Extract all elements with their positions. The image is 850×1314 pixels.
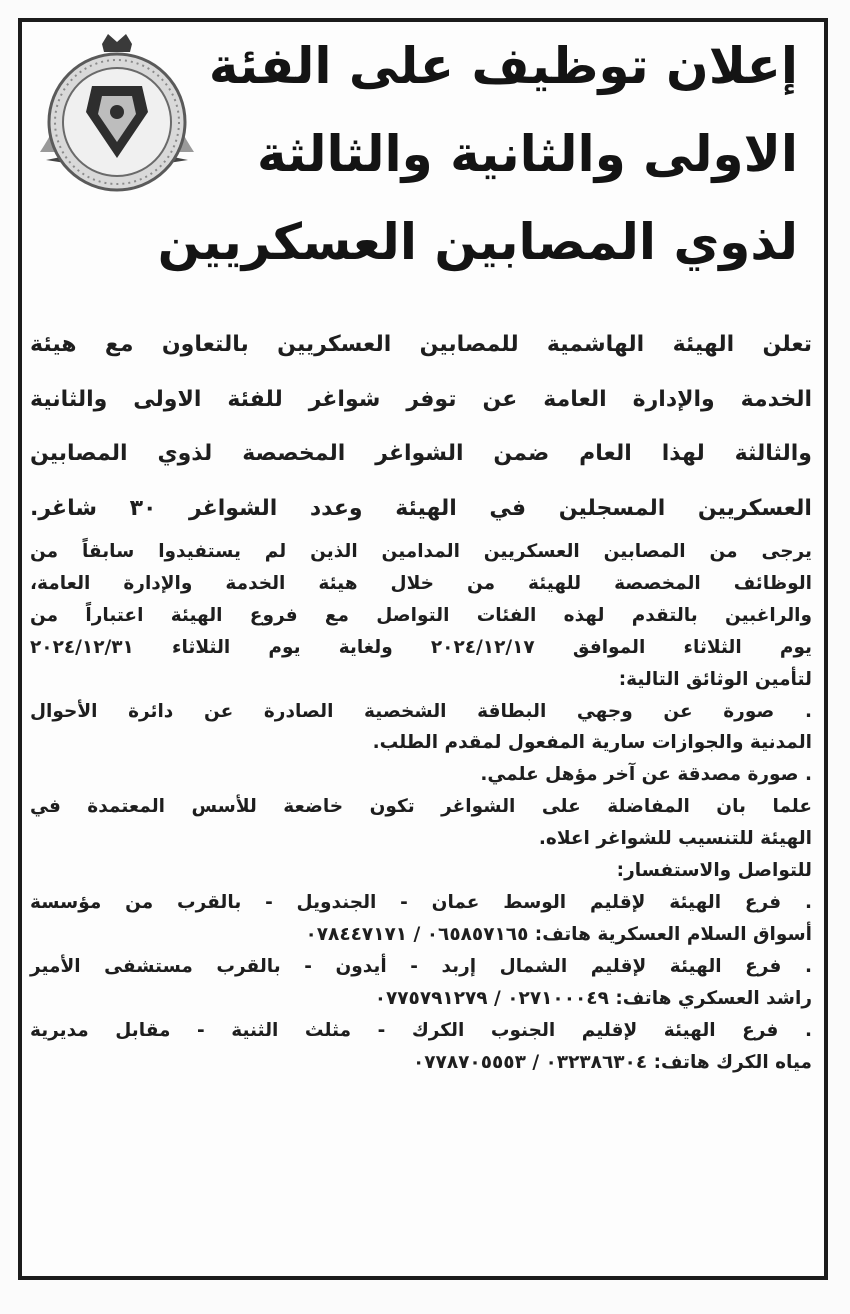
emblem-logo bbox=[32, 34, 202, 202]
detail-line: لتأمين الوثائق التالية: bbox=[618, 668, 812, 690]
detail-line: يوم الثلاثاء الموافق ٢٠٢٤/١٢/١٧ ولغاية يوم الثلاثاء ٢٠٢٤/١٢/٣١ bbox=[30, 636, 812, 658]
branch-phone: راشد العسكري هاتف: ٠٢٧١٠٠٠٤٩ / ٠٧٧٥٧٩١٢٧٩ bbox=[374, 987, 812, 1009]
intro-line: تعلن الهيئة الهاشمية للمصابين العسكريين بالتعاون مع هيئة bbox=[30, 332, 812, 357]
title-line: لذوي المصابين العسكريين bbox=[157, 213, 798, 271]
requirement-item: . صورة عن وجهي البطاقة الشخصية الصادرة عن دائرة الأحوال bbox=[30, 700, 812, 722]
detail-line: يرجى من المصابين العسكريين المدامين الذين لم يستفيدوا سابقاً من bbox=[30, 541, 812, 562]
details-section bbox=[30, 536, 812, 1078]
branch-phone: مياه الكرك هاتف: ٠٣٢٣٨٦٣٠٤ / ٠٧٧٨٧٠٥٥٥٣ bbox=[412, 1051, 812, 1073]
intro-line: والثالثة لهذا العام ضمن الشواغر المخصصة لذوي المصابين bbox=[30, 441, 812, 466]
title-line: الاولى والثانية والثالثة bbox=[257, 125, 798, 183]
intro-line: الخدمة والإدارة العامة عن توفر شواغر للفئة الاولى والثانية bbox=[30, 386, 812, 412]
detail-line: الوظائف المخصصة للهيئة من خلال هيئة الخدمة والإدارة العامة، bbox=[30, 572, 812, 594]
detail-line: والراغبين بالتقدم لهذه الفئات التواصل مع فروع الهيئة اعتباراً من bbox=[30, 604, 812, 626]
branch-item: . فرع الهيئة لإقليم الشمال إربد - أيدون - بالقرب مستشفى الأمير bbox=[30, 955, 812, 977]
branch-phone: أسواق السلام العسكرية هاتف: ٠٦٥٨٥٧١٦٥ / ٠٧٨٤٤٧١٧١ bbox=[305, 923, 812, 945]
emblem-icon bbox=[32, 34, 202, 202]
detail-line: الهيئة للتنسيب للشواغر اعلاه. bbox=[538, 828, 812, 850]
announcement-body bbox=[30, 318, 812, 1078]
title-line: إعلان توظيف على الفئة bbox=[208, 37, 798, 95]
crown bbox=[102, 34, 132, 52]
shield-star bbox=[110, 105, 124, 119]
requirement-item: . صورة مصدقة عن آخر مؤهل علمي. bbox=[480, 764, 812, 786]
announcement-title bbox=[157, 22, 798, 286]
branch-item: . فرع الهيئة لإقليم الجنوب الكرك - مثلث الثنية - مقابل مديرية bbox=[30, 1019, 812, 1041]
branch-item: . فرع الهيئة لإقليم الوسط عمان - الجندويل - بالقرب من مؤسسة bbox=[30, 891, 812, 913]
detail-line: علما بان المفاضلة على الشواغر تكون خاضعة للأسس المعتمدة في bbox=[30, 796, 812, 818]
contact-heading: للتواصل والاستفسار: bbox=[616, 860, 812, 882]
intro-line: العسكريين المسجلين في الهيئة وعدد الشواغر ٣٠ شاغر. bbox=[30, 495, 812, 521]
intro-paragraph bbox=[30, 318, 812, 536]
requirement-item: المدنية والجوازات سارية المفعول لمقدم الطلب. bbox=[372, 732, 812, 754]
